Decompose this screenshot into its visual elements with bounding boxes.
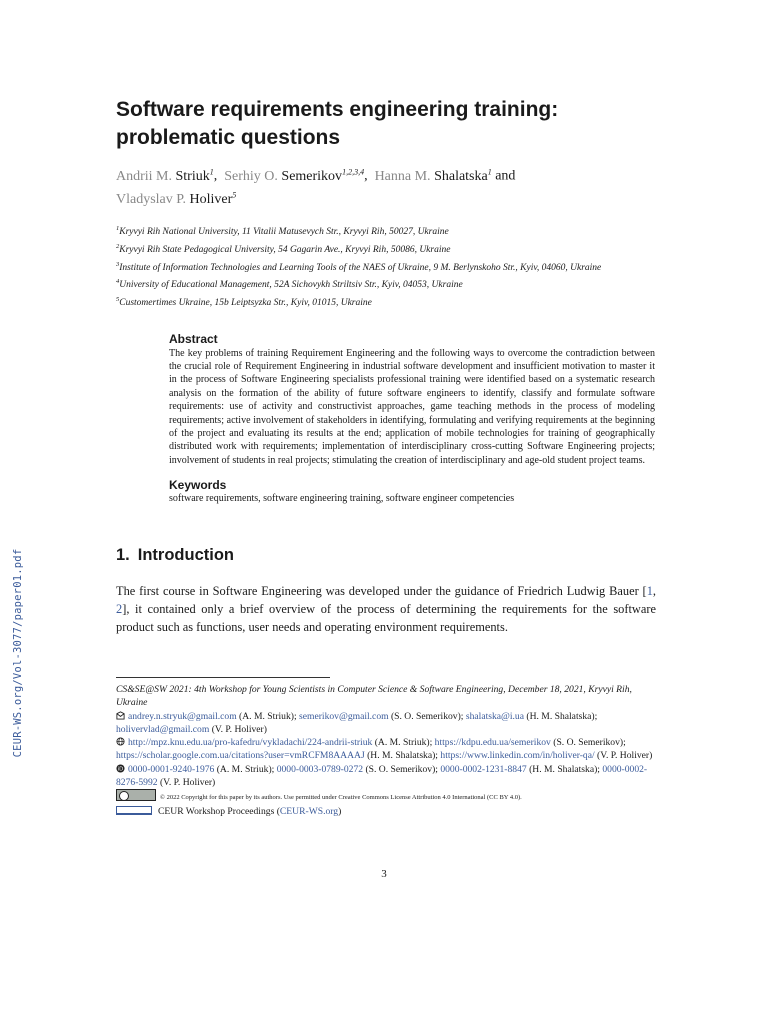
email-line: andrey.n.stryuk@gmail.com (A. M. Striuk); semerikov@gmail.com (S. O. Semerikov); shalatska@i.ua (H. M. Shalatska); holivervlad@gmail.com (V. P. Holiver) [116,710,598,735]
affiliation: $^4$University of Educational Management, 52A Sichovykh Striltsiv Str., Kyiv, 04053, Ukraine [116,278,463,291]
orcid-link[interactable]: 0000-0002-8276-5992 [116,763,648,789]
citation-link[interactable]: 1 [646,584,653,599]
cc-license-icon [116,789,156,801]
arxiv-sidebar-stamp[interactable] [10,540,26,765]
keywords-text: software requirements, software engineering training, software engineer competencies [169,493,515,505]
affiliation: $^3$Institute of Information Technologies and Learning Tools of the NAES of Ukraine, 9 M. Berlynskoho Str., Kyiv, 04060, Ukraine [116,260,602,273]
ceur-link[interactable]: CEUR-WS.org [279,805,339,817]
email-link[interactable]: holivervlad@gmail.com [116,723,210,735]
affiliation: $^5$Customertimes Ukraine, 15b Leiptsyzka Str., Kyiv, 01015, Ukraine [116,295,372,309]
author: Serhiy O. Semerikov$^{1,2,3,4}$ [224,167,365,184]
paper-page [116,96,656,637]
sidebar-url[interactable]: CEUR-WS.org/Vol-3077/paper01.pdf [12,548,24,757]
globe-icon [116,737,125,746]
homepage-link[interactable]: https://kdpu.edu.ua/semerikov [434,737,551,749]
orcid-icon [116,764,125,773]
email-link[interactable]: andrey.n.stryuk@gmail.com [128,710,237,722]
citation-link[interactable]: 2 [116,602,123,617]
author-and: and [495,168,516,184]
title-line-1: Software requirements engineering training: [116,98,559,121]
keywords-heading: Keywords [169,478,227,493]
author: Vladyslav P. Holiver$^5$ [116,190,237,208]
intro-paragraph: The first course in Software Engineering was developed under the guidance of Friedrich Ludwig Bauer [1, 2], it contained only a brief overview of the process of determining the requirements for the software product such as functions, user needs and operating environment requirements. [116,584,656,634]
abstract-heading: Abstract [169,331,218,346]
orcid-line: iD 0000-0001-9240-1976 (A. M. Striuk); 0000-0003-0789-0272 (S. O. Semerikov); 0000-0002-1231-8847 (H. M. Shalatska); 0000-0002-8276-5992 (V. P. Holiver) [116,763,648,789]
homepage-link[interactable]: http://mpz.knu.edu.ua/pro-kafedru/vykladachi/224-andrii-striuk [128,737,373,749]
title-line-2: problematic questions [116,126,341,149]
abstract [169,332,655,468]
author: Andrii M. Striuk$^1$ [116,167,214,184]
keywords [169,478,656,504]
orcid-link[interactable]: 0000-0003-0789-0272 [276,763,364,775]
paper-title [116,96,656,152]
homepage-link[interactable]: https://scholar.google.com.ua/citations?user=vmRCFM8AAAAJ [116,750,365,762]
email-icon [116,711,125,720]
section-title: Introduction [137,546,234,565]
url-line: http://mpz.knu.edu.ua/pro-kafedru/vykladachi/224-andrii-striuk (A. M. Striuk); https://kdpu.edu.ua/semerikov (S. O. Semerikov); https://scholar.google.com.ua/citations?user=vmRCFM8AAAAJ (H. M. Shalatska); https://www.linkedin.com/in/holiver-qa/ (V. P. Holiver) [116,737,653,762]
svg-text:iD: iD [117,766,124,773]
author: Hanna M. Shalatska$^1$ [374,167,492,184]
section-heading [116,546,656,565]
abstract-text: The key problems of training Requirement Engineering and the following ways to overcome the contradiction between the crucial role of Requirement Engineering in industrial software development and insufficient motivation to master it in the process of Software Engineering specialists professional training were identified based on a systematic research analysis on the formation of the ability of future software engineers to identify, classify and formulate software requirements: use of activity and constructivist approaches, game teaching methods in the process of modeling requirements; active involvement of stakeholders in identifying, formulating and verifying requirements at the beginning of the project and evaluating its results at the end; application of mobile technologies for training of geographically distributed work with requirements; implementation of interdisciplinary cross-cutting Software Engineering projects; involvement of students in real projects; stimulating the creation of interdisciplinary and age-old student project teams. [169,347,655,466]
page-number: 3 [381,868,387,880]
email-link[interactable]: shalatska@i.ua [465,710,524,722]
email-link[interactable]: semerikov@gmail.com [299,710,389,722]
affiliation: $^1$Kryvyi Rih National University, 11 Vitalii Matusevych Str., Kryvyi Rih, 50027, Ukraine [116,225,449,238]
footnote [116,683,656,818]
proceedings-line: CEUR Workshop Proceedings (CEUR-WS.org) [116,805,656,818]
ceur-logo-icon [116,806,152,815]
affiliations [116,222,656,310]
section-number: 1. [116,546,130,565]
license-line [116,789,656,804]
orcid-link[interactable]: 0000-0002-1231-8847 [440,763,527,775]
footnote-rule [116,677,330,678]
orcid-link[interactable]: 0000-0001-9240-1976 [128,763,215,775]
copyright-text: © 2022 Copyright for this paper by its authors. Use permitted under Creative Commons License Attribution 4.0 International (CC BY 4.0). [160,794,522,802]
homepage-link[interactable]: https://www.linkedin.com/in/holiver-qa/ [440,750,595,762]
author-list: Andrii M. Striuk$^1$, Serhiy O. Semerikov$^{1,2,3,4}$, Hanna M. Shalatska$^1$ and Vladyslav P. Holiver$^5$ [116,167,516,208]
affiliation: $^2$Kryvyi Rih State Pedagogical University, 54 Gagarin Ave., Kryvyi Rih, 50086, Ukraine [116,242,451,256]
conference-note: CS&SE@SW 2021: 4th Workshop for Young Scientists in Computer Science & Software Engineering, December 18, 2021, Kryvyi Rih, Ukraine [116,684,632,709]
